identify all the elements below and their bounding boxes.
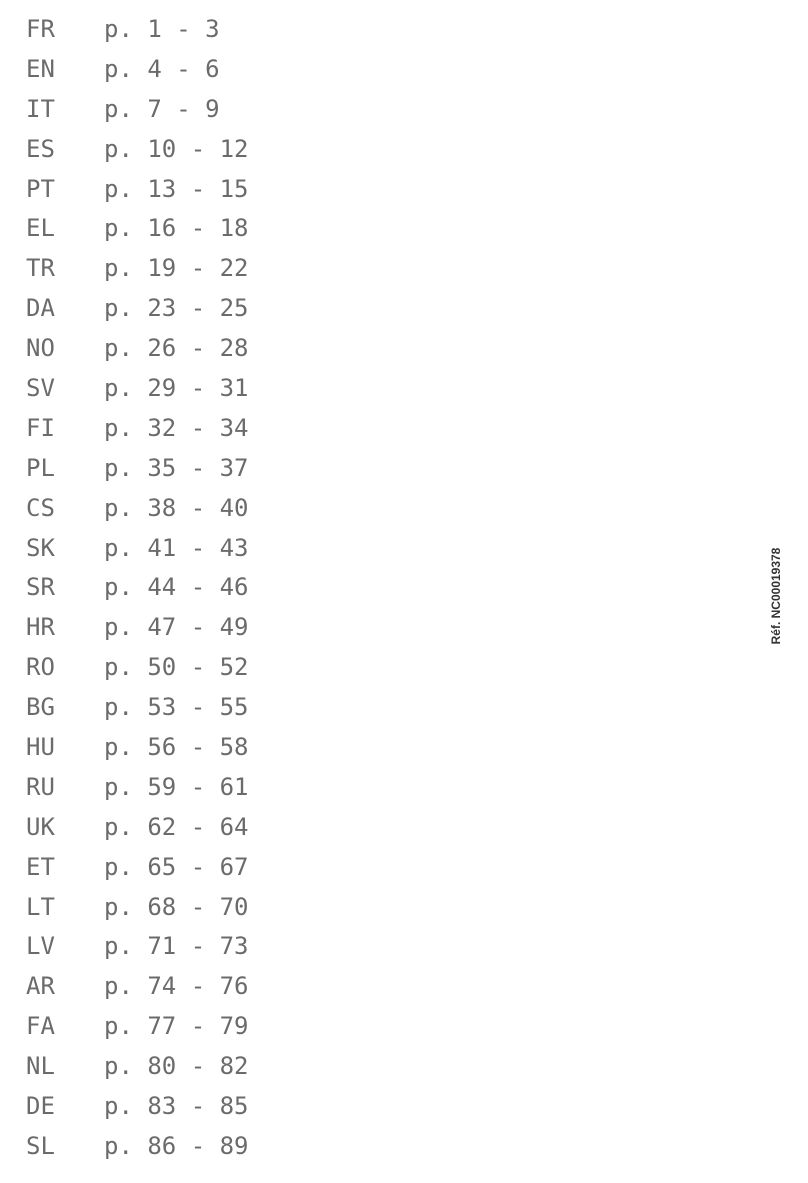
page-range: p. 86 - 89 <box>104 1131 249 1160</box>
language-code: RO <box>26 653 55 682</box>
language-code: HU <box>26 733 55 762</box>
language-row <box>26 329 326 369</box>
language-row <box>26 967 326 1007</box>
page-range: p. 56 - 58 <box>104 733 249 762</box>
language-row <box>26 808 326 848</box>
page-range: p. 16 - 18 <box>104 214 249 243</box>
language-row <box>26 648 326 688</box>
language-code: IT <box>26 94 55 123</box>
page-range: p. 50 - 52 <box>104 653 249 682</box>
page-range: p. 13 - 15 <box>104 174 249 203</box>
language-row <box>26 768 326 808</box>
language-code: FR <box>26 15 55 43</box>
language-row <box>26 289 326 329</box>
page-range: p. 80 - 82 <box>104 1052 249 1081</box>
language-code: BG <box>26 693 55 722</box>
language-row <box>26 10 326 50</box>
page-range: p. 83 - 85 <box>104 1092 249 1121</box>
page-range: p. 10 - 12 <box>104 134 249 163</box>
language-code: RU <box>26 772 55 801</box>
language-code: NL <box>26 1052 55 1081</box>
language-row <box>26 608 326 648</box>
language-code: DA <box>26 294 55 323</box>
language-row <box>26 489 326 529</box>
page-range: p. 38 - 40 <box>104 493 249 522</box>
language-code: SK <box>26 533 55 562</box>
language-row <box>26 170 326 210</box>
page-range: p. 7 - 9 <box>104 94 220 123</box>
language-row <box>26 888 326 928</box>
page-range: p. 1 - 3 <box>104 15 220 43</box>
page-range: p. 23 - 25 <box>104 294 249 323</box>
page-range: p. 77 - 79 <box>104 1012 249 1041</box>
language-row <box>26 568 326 608</box>
page-range: p. 41 - 43 <box>104 533 249 562</box>
page-range: p. 19 - 22 <box>104 254 249 283</box>
language-code: ES <box>26 134 55 163</box>
language-code: CS <box>26 493 55 522</box>
page-range: p. 62 - 64 <box>104 812 249 841</box>
language-row <box>26 688 326 728</box>
language-row <box>26 369 326 409</box>
language-code: DE <box>26 1092 55 1121</box>
reference-number: Réf. NC00019378 <box>769 547 783 645</box>
page-range: p. 32 - 34 <box>104 413 249 442</box>
language-code: HR <box>26 613 55 642</box>
language-code: EL <box>26 214 55 243</box>
language-row <box>26 1047 326 1087</box>
language-code: SV <box>26 374 55 403</box>
language-row <box>26 728 326 768</box>
language-code: LV <box>26 932 55 961</box>
page-range: p. 44 - 46 <box>104 573 249 602</box>
language-code: UK <box>26 812 55 841</box>
language-row <box>26 409 326 449</box>
language-code: FI <box>26 413 55 442</box>
page-range: p. 65 - 67 <box>104 852 249 881</box>
page-range: p. 26 - 28 <box>104 334 249 363</box>
language-row <box>26 50 326 90</box>
language-row <box>26 1087 326 1127</box>
language-row <box>26 848 326 888</box>
language-code: FA <box>26 1012 55 1041</box>
language-row <box>26 130 326 170</box>
language-code: AR <box>26 972 55 1001</box>
language-row <box>26 1007 326 1047</box>
page-range: p. 53 - 55 <box>104 693 249 722</box>
page-range: p. 71 - 73 <box>104 932 249 961</box>
language-row <box>26 1127 326 1167</box>
language-code: TR <box>26 254 55 283</box>
language-code: ET <box>26 852 55 881</box>
page-range: p. 4 - 6 <box>104 54 220 83</box>
page-range: p. 47 - 49 <box>104 613 249 642</box>
language-code: SR <box>26 573 55 602</box>
language-code: PL <box>26 453 55 482</box>
language-row <box>26 209 326 249</box>
language-row <box>26 249 326 289</box>
page-range: p. 29 - 31 <box>104 374 249 403</box>
language-row <box>26 927 326 967</box>
language-code: SL <box>26 1131 55 1160</box>
language-row <box>26 529 326 569</box>
language-index <box>26 10 326 1167</box>
language-code: LT <box>26 892 55 921</box>
language-row <box>26 90 326 130</box>
page-range: p. 68 - 70 <box>104 892 249 921</box>
page-range: p. 35 - 37 <box>104 453 249 482</box>
language-code: NO <box>26 334 55 363</box>
language-row <box>26 449 326 489</box>
page-range: p. 74 - 76 <box>104 972 249 1001</box>
language-code: PT <box>26 174 55 203</box>
language-code: EN <box>26 54 55 83</box>
page-range: p. 59 - 61 <box>104 772 249 801</box>
